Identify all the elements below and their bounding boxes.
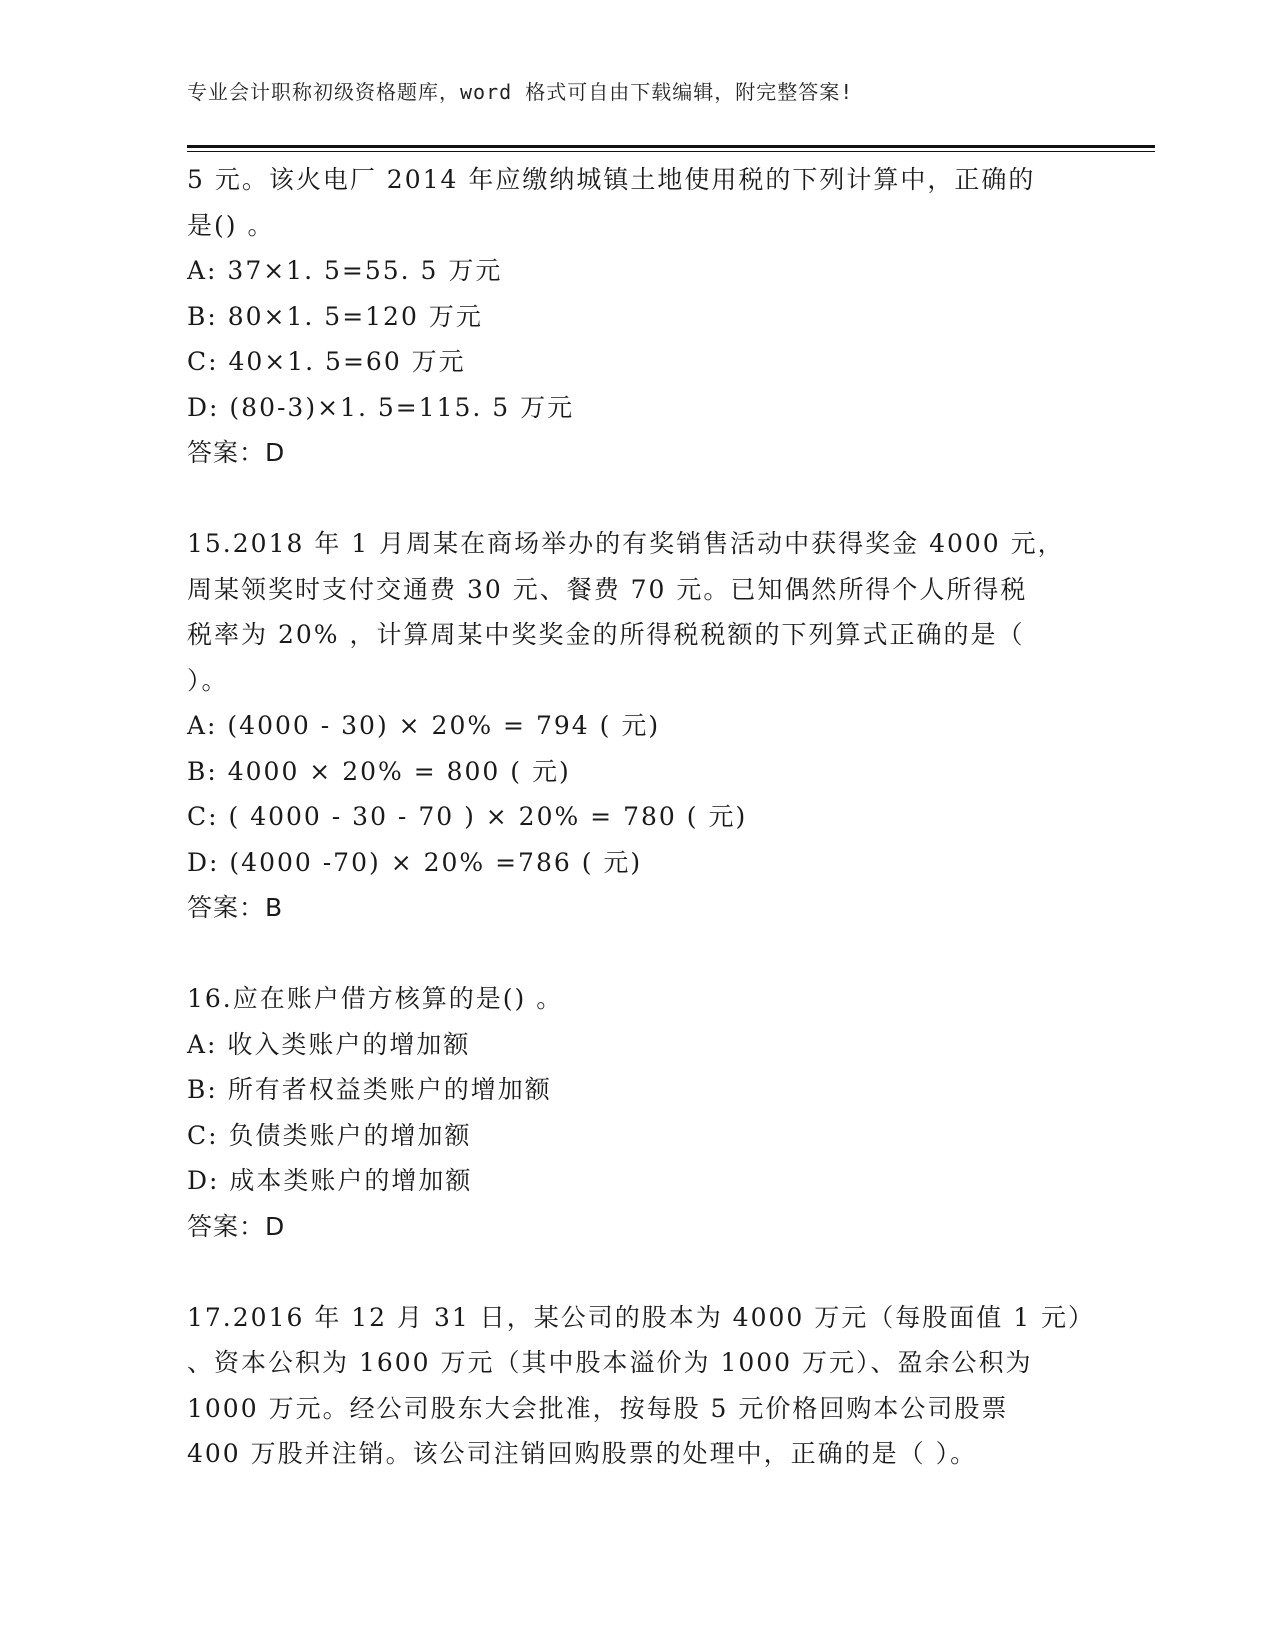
header-rule-thin xyxy=(187,151,1155,152)
answer-line: 答案：D xyxy=(187,1211,286,1241)
option-a: A: 收入类账户的增加额 xyxy=(187,1029,471,1059)
option-b: B: 4000 × 20% = 800 ( 元) xyxy=(187,756,571,786)
spacer xyxy=(187,931,1087,977)
option-c: C: 40×1. 5=60 万元 xyxy=(187,347,466,376)
option-d: D: (80-3)×1. 5=115. 5 万元 xyxy=(187,392,575,422)
option-b: B: 80×1. 5=120 万元 xyxy=(187,301,483,331)
option-a: A: (4000 - 30) × 20% = 794 ( 元) xyxy=(187,711,661,740)
answer-line: 答案：D xyxy=(187,438,286,467)
question-text-line: ）。 xyxy=(187,665,229,695)
option-c: C: ( 4000 - 30 - 70 ) × 20% = 780 ( 元) xyxy=(187,802,748,831)
option-b: B: 所有者权益类账户的增加额 xyxy=(187,1075,552,1104)
question-16 xyxy=(187,976,1087,1249)
option-d: D: (4000 -70) × 20% =786 ( 元) xyxy=(187,847,643,877)
question-17 xyxy=(187,1295,1096,1477)
document-body xyxy=(187,157,1096,1477)
question-text-line: 15.2018 年 1 月周某在商场举办的有奖销售活动中获得奖金 4000 元， xyxy=(187,529,1065,558)
answer-line: 答案：B xyxy=(187,893,284,922)
question-text-line: 5 元。该火电厂 2014 年应缴纳城镇土地使用税的下列计算中，正确的 xyxy=(187,165,1036,194)
question-text-line: 是() 。 xyxy=(187,210,275,240)
option-a: A: 37×1. 5=55. 5 万元 xyxy=(187,256,503,285)
question-text-line: 17.2016 年 12 月 31 日，某公司的股本为 4000 万元（每股面值 1 元） xyxy=(187,1302,1096,1332)
question-text-line: 周某领奖时支付交通费 30 元、餐费 70 元。已知偶然所得个人所得税 xyxy=(187,574,1028,604)
question-14 xyxy=(187,157,1087,476)
question-text-line: 1000 万元。经公司股东大会批准，按每股 5 元价格回购本公司股票 xyxy=(187,1393,1009,1423)
question-text-line: 16.应在账户借方核算的是() 。 xyxy=(187,984,564,1013)
option-c: C: 负债类账户的增加额 xyxy=(187,1120,472,1150)
question-text-line: 税率为 20% ，计算周某中奖奖金的所得税税额的下列算式正确的是（ xyxy=(187,620,1025,649)
spacer xyxy=(187,476,1087,522)
question-text-line: 400 万股并注销。该公司注销回购股票的处理中，正确的是（ ）。 xyxy=(187,1439,978,1468)
option-d: D: 成本类账户的增加额 xyxy=(187,1166,473,1195)
question-text-line: 、资本公积为 1600 万元（其中股本溢价为 1000 万元）、盈余公积为 xyxy=(187,1348,1033,1377)
question-15 xyxy=(187,521,1087,931)
page-header: 专业会计职称初级资格题库，word 格式可自由下载编辑，附完整答案! xyxy=(187,80,854,104)
header-rule-thick xyxy=(187,145,1155,148)
spacer xyxy=(187,1249,1087,1295)
